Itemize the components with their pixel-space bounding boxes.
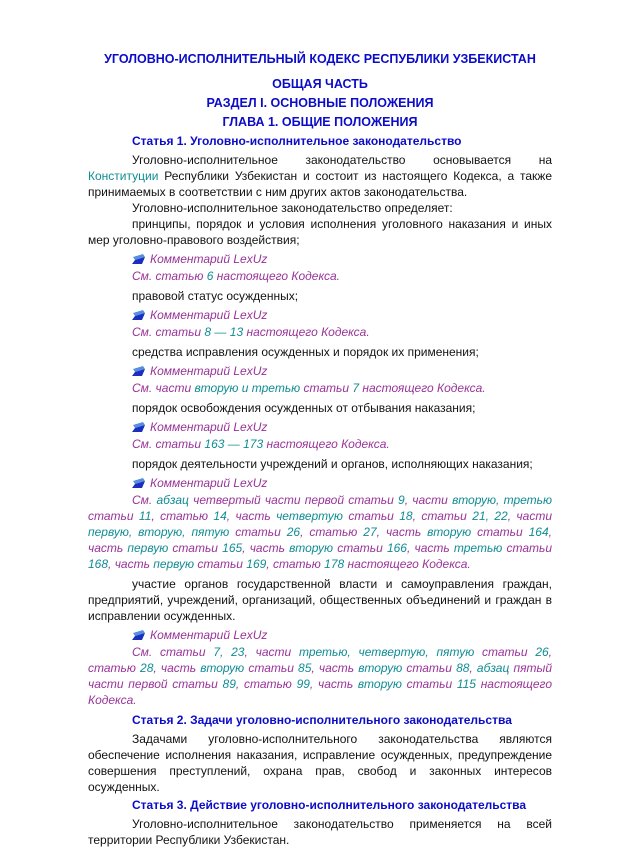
body-text: Уголовно-исполнительное законодательство определяет: [132,201,453,215]
comment-text: , часть [226,509,277,523]
comment-text: См. статьи [132,645,214,659]
lexuz-comment-label[interactable]: Комментарий LexUz [150,308,268,322]
article-reference-link[interactable]: 166 [386,541,407,555]
article-reference-link[interactable]: первую [153,557,195,571]
comment-text: См. статьи [132,325,205,339]
article-reference-link[interactable]: 85 [298,661,312,675]
comment-text: настоящего Кодекса. [359,381,486,395]
comment-flag-icon[interactable] [132,310,145,321]
document-chapter-title: ГЛАВА 1. ОБЩИЕ ПОЛОЖЕНИЯ [222,115,418,129]
comment-text: , часть [108,557,154,571]
article-reference-link[interactable]: вторую [200,661,245,675]
body-paragraph [88,344,552,360]
comment-text: , статью [300,525,364,539]
body-text: Задачами уголовно-исполнительного законодательства являются обеспечение исполнения наказания, исправление осужденных, предупреждение совершения преступлений, охрана прав, свобод и законных интересов осужденных. [88,732,552,794]
comment-text: , статьи [412,509,473,523]
comment-flag-icon[interactable] [132,630,145,641]
lexuz-comment-header [132,420,552,434]
article-reference-link[interactable]: первую, вторую, пятую [88,525,230,539]
body-text: Уголовно-исполнительное законодательство основывается на [132,153,552,167]
body-paragraph [88,400,552,416]
article-reference-link[interactable]: 11 [138,509,152,523]
document-section-title: РАЗДЕЛ I. ОСНОВНЫЕ ПОЛОЖЕНИЯ [206,96,434,110]
article-heading: Статья 2. Задачи уголовно-исполнительного законодательства [132,713,512,727]
lexuz-comment-header [132,476,552,490]
article-reference-link[interactable]: абзац [476,661,510,675]
comment-text: , часть [406,541,454,555]
comment-text: , статью [88,645,553,675]
article-reference-link[interactable]: первую [127,541,169,555]
article-reference-link[interactable]: 21, 22 [472,509,508,523]
comment-reference-line [88,380,552,396]
body-text: Уголовно-исполнительное законодательство применяется на всей территории Республики Узбекистан. [88,817,552,847]
comment-reference-line [88,268,552,284]
body-text: участие органов государственной власти и самоуправления граждан, предприятий, учреждений, организаций, общественных объединений и граждан в исправлении осужденных. [88,577,552,623]
article-reference-link[interactable]: 26 [286,525,301,539]
article-reference-link[interactable]: вторую и третью [194,381,301,395]
article-reference-link[interactable]: третью [453,541,503,555]
document-title: УГОЛОВНО-ИСПОЛНИТЕЛЬНЫЙ КОДЕКС РЕСПУБЛИКИ УЗБЕКИСТАН [104,52,536,66]
comment-text: настоящего Кодекса. [243,325,370,339]
article-reference-link[interactable]: вторую [358,661,403,675]
comment-text: статьи [300,381,353,395]
comment-text: статьи [474,645,536,659]
comment-text: статьи [88,509,139,523]
article-reference-link[interactable]: 9 [398,493,405,507]
comment-text: , части [244,645,299,659]
comment-reference-line [88,436,552,452]
body-paragraph [88,288,552,304]
body-paragraph [88,456,552,472]
article-reference-link[interactable]: 99 [296,677,310,691]
article-reference-link[interactable]: 6 [206,269,214,283]
body-paragraph [88,200,552,216]
body-paragraph [88,576,552,624]
comment-reference-line [88,324,552,340]
comment-text: настоящего Кодекса. [263,437,390,451]
article-reference-link[interactable]: 26 [535,645,549,659]
article-reference-link[interactable]: 169 [246,557,267,571]
document-part-title: ОБЩАЯ ЧАСТЬ [272,77,368,91]
comment-text: См. части [132,381,195,395]
article-reference-link[interactable]: 163 — 173 [204,437,264,451]
comment-text: пятый части первой статьи [88,661,552,691]
comment-text: четвертый части первой статьи [188,493,399,507]
lexuz-comment-label[interactable]: Комментарий LexUz [150,252,268,266]
comment-text: статьи [194,557,247,571]
article-reference-link[interactable]: 89 [222,677,236,691]
article-reference-link[interactable]: вторую [427,525,472,539]
lexuz-comment-header [132,252,552,266]
article-heading: Статья 1. Уголовно-исполнительное законодательство [132,134,462,148]
article-reference-link[interactable]: 27 [363,525,377,539]
comment-text: настоящего Кодекса. [213,269,341,283]
article-reference-link[interactable]: 168 [88,557,109,571]
article-reference-link[interactable]: 164 [528,525,549,539]
lexuz-comment-label[interactable]: Комментарий LexUz [150,628,268,642]
lexuz-comment-header [132,628,552,642]
article-reference-link[interactable]: 88 [456,661,470,675]
comment-text: настоящего Кодекса. [344,557,471,571]
body-text: принципы, порядок и условия исполнения уголовного наказания и иных мер уголовно-правового воздействия; [88,217,552,247]
comment-flag-icon[interactable] [132,366,145,377]
comment-text: , статью [151,509,214,523]
comment-text: настоящего Кодекса. [88,677,553,707]
comment-text: статьи [244,661,299,675]
comment-flag-icon[interactable] [132,422,145,433]
comment-text: , части [507,509,552,523]
article-reference-link[interactable]: вторую [357,677,402,691]
article-reference-link[interactable]: 14 [213,509,227,523]
document-body [88,133,552,848]
comment-reference-line [88,644,552,708]
article-reference-link[interactable]: 178 [324,557,345,571]
reference-link[interactable]: Конституции [88,169,159,183]
comment-text: , статью [235,677,297,691]
comment-text: статьи [402,661,457,675]
comment-text: статьи [471,525,529,539]
comment-flag-icon[interactable] [132,478,145,489]
article-reference-link[interactable]: четвертую [276,509,343,523]
lexuz-comment-label[interactable]: Комментарий LexUz [150,420,268,434]
comment-text: статьи [502,541,553,555]
article-reference-link[interactable]: 165 [222,541,243,555]
body-paragraph [88,152,552,200]
comment-text: , часть [242,541,290,555]
body-paragraph [88,216,552,248]
comment-text: См. [132,493,157,507]
comment-text: , части [404,493,453,507]
comment-text: , [469,661,477,675]
comment-text: статьи [333,541,387,555]
body-text: средства исправления осужденных и порядок их применения; [132,345,479,359]
article-reference-link[interactable]: 28 [140,661,154,675]
comment-text: См. статьи [132,437,205,451]
article-reference-link[interactable]: 8 — 13 [204,325,244,339]
article-reference-link[interactable]: вторую [289,541,334,555]
comment-text: статьи [401,677,457,691]
body-text: правовой статус осужденных; [132,289,299,303]
comment-text: , часть [311,661,359,675]
comment-text: , часть [376,525,428,539]
comment-text: , часть [88,525,552,555]
body-text: порядок деятельности учреждений и органов, исполняющих наказания; [132,457,533,471]
article-reference-link[interactable]: 18 [399,509,413,523]
lexuz-comment-header [132,308,552,322]
lexuz-comment-label[interactable]: Комментарий LexUz [150,364,268,378]
comment-text: статьи [229,525,287,539]
article-reference-link[interactable]: третью, четвертую, пятую [298,645,475,659]
body-text: порядок освобождения осужденных от отбывания наказания; [132,401,476,415]
article-reference-link[interactable]: 115 [456,677,476,691]
body-text: Республики Узбекистан и состоит из настоящего Кодекса, а также принимаемых в соответствии с ним других актов законодательства. [88,169,552,199]
article-reference-link[interactable]: абзац [156,493,189,507]
article-reference-link[interactable]: 7, 23 [213,645,245,659]
lexuz-comment-label[interactable]: Комментарий LexUz [150,476,268,490]
article-heading: Статья 3. Действие уголовно-исполнительного законодательства [132,798,527,812]
comment-text: , статью [266,557,325,571]
comment-text: статьи [342,509,400,523]
lexuz-comment-header [132,364,552,378]
comment-reference-line [88,492,552,572]
article-reference-link[interactable]: вторую, третью [452,493,552,507]
comment-text: , часть [153,661,201,675]
body-paragraph [88,731,552,795]
body-paragraph [88,816,552,848]
comment-flag-icon[interactable] [132,254,145,265]
comment-text: статьи [168,541,223,555]
comment-text: , часть [309,677,358,691]
article-reference-link[interactable]: 7 [352,381,360,395]
comment-text: См. статью [132,269,207,283]
